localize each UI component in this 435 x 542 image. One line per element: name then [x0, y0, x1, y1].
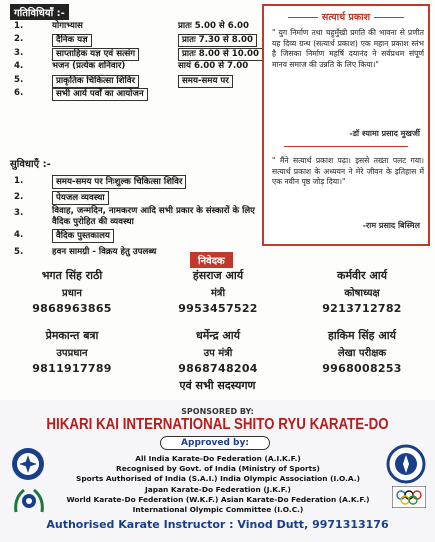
satyarth-prakash-box — [262, 4, 430, 246]
officer-card — [2, 268, 142, 315]
facility-number: 1. — [14, 176, 24, 186]
organization-line: International Olympic Committee (I.O.C.) — [132, 505, 304, 514]
organization-line: Sports Authorised of India (S.A.I.) India Olympic Association (I.O.A.) — [76, 474, 360, 484]
activity-row — [10, 74, 256, 87]
officer-name: हाकिम सिंह आर्य — [328, 329, 396, 342]
officer-card — [148, 268, 288, 315]
facility-number: 2. — [14, 192, 24, 203]
officer-card — [292, 328, 432, 375]
facility-number: 5. — [14, 246, 24, 257]
facilities-list — [10, 158, 256, 261]
officer-phone: 9868748204 — [178, 362, 258, 375]
officer-card — [148, 328, 288, 375]
olympic-rings-icon — [392, 486, 426, 508]
officer-post: लेखा परीक्षक — [337, 348, 387, 359]
approved-by-badge: Approved by: — [160, 436, 270, 450]
activity-label: प्राकृतिक चिकित्सा शिविर — [52, 75, 139, 88]
officer-name: हंसराज आर्य — [192, 269, 244, 282]
facility-label: विवाह, जन्मदिन, नामकरण आदि सभी प्रकार के संस्कारों के लिए वैदिक पुरोहित की व्यवस्था — [52, 206, 255, 228]
officer-name: कर्मवीर आर्य — [337, 269, 387, 282]
quote-mukherjee: " युग निर्माण तथा चहुमुँखी प्रगति की भावना से प्रणीत यह दिव्य ग्रन्थ (सत्यार्थ प्रकाश) एक महान प्रकाश स्तंभ है जिसका निर्माण महर्षि दयानंद ने सर्वप्रथम संपूर्ण मानव समाज की उन्नति के लिए किया।" — [272, 28, 424, 69]
activity-time: सायं 6.00 से 7.00 — [178, 61, 249, 72]
officer-post: उपप्रधान — [56, 348, 88, 359]
facility-row — [10, 174, 256, 190]
facility-label: पेयजल व्यवस्था — [52, 191, 109, 205]
quote-divider — [284, 146, 408, 147]
activity-time: प्रातः 8.00 से 10.00 — [178, 48, 263, 61]
quote-bismil: " मैंने सत्यार्थ प्रकाश पढ़ा। इससे तख्ता पलट गया। सत्यार्थ प्रकाश के अध्ययन ने मेरे जीवन के इतिहास में एक नवीन पृष्ठ जोड़ दिया।" — [272, 156, 424, 187]
officer-name: भगत सिंह राठी — [41, 269, 103, 282]
activity-number: 1. — [14, 21, 24, 31]
organization-line: All India Karate-Do Federation (A.I.K.F.) — [135, 454, 301, 463]
organization-line: Japan Karate-Do Federation (J.K.F.) — [145, 484, 291, 494]
facility-label: वैदिक पुस्तकालय — [52, 229, 114, 243]
sponsored-by-label: SPONSORED BY: — [181, 407, 254, 416]
facility-number: 4. — [14, 230, 24, 241]
organization-line: Recognised by Govt. of India (Ministry of Sports) — [116, 464, 320, 474]
facility-number: 3. — [14, 208, 24, 219]
activity-time: समय-समय पर — [178, 75, 233, 88]
activity-number: 5. — [14, 74, 24, 85]
facility-row — [10, 206, 256, 228]
officer-post: उप मंत्री — [203, 348, 233, 359]
officer-card — [292, 268, 432, 315]
officer-phone: 9868963865 — [32, 302, 112, 315]
officer-phone: 9968008253 — [322, 362, 402, 375]
heading-rule-right — [374, 17, 404, 18]
facilities-title: सुविधाएँ :- — [10, 159, 51, 170]
officer-name: प्रेमकान्त बत्रा — [45, 329, 99, 342]
activity-time: प्रातः 5.00 से 6.00 — [178, 21, 249, 31]
nivedak-title: निवेदक — [190, 252, 233, 268]
officer-name: धर्मेन्द्र आर्य — [195, 329, 241, 342]
attribution-bismil: -राम प्रसाद बिस्मिल — [362, 221, 420, 230]
activity-label: सभी आर्य पर्वों का आयोजन — [52, 88, 148, 101]
activity-row — [10, 20, 256, 33]
activity-row — [10, 87, 256, 100]
activity-row — [10, 60, 256, 73]
officer-post: प्रधान — [62, 288, 82, 299]
activities-title: गतिविधियाँ :- — [10, 4, 69, 20]
officer-post: मंत्री — [210, 288, 226, 299]
activity-label: भजन (प्रत्येक शनिवार) — [52, 61, 126, 72]
officer-phone: 9811917789 — [32, 362, 112, 375]
activity-time: प्रातः 7.30 से 8.00 — [178, 34, 257, 47]
activity-label: योगाभ्यास — [52, 21, 83, 31]
facility-label: समय-समय पर निःशुल्क चिकित्सा शिविर — [52, 175, 186, 189]
activity-label: दैनिक यज्ञ — [52, 34, 92, 47]
officer-post: कोषाध्यक्ष — [344, 288, 380, 299]
sponsor-name: HIKARI KAI INTERNATIONAL SHITO RYU KARATE-DO — [46, 416, 389, 433]
activity-number: 2. — [14, 34, 24, 45]
facility-row — [10, 190, 256, 206]
officer-phone: 9213712782 — [322, 302, 402, 315]
organization-line: World Karate-Do Federation (W.K.F.) Asian Karate-Do Federation (A.K.F.) — [66, 494, 370, 504]
facility-label: हवन सामग्री - विक्रय हेतु उपलब्ध — [52, 246, 157, 257]
activities-list — [10, 20, 259, 100]
wreath-emblem-icon — [12, 486, 46, 516]
activity-number: 3. — [14, 47, 24, 58]
activity-number: 6. — [14, 87, 24, 98]
facility-row — [10, 228, 256, 244]
heading-rule-left — [288, 17, 318, 18]
all-members-line: एवं सभी सदस्यगण — [179, 379, 256, 392]
officer-card — [2, 328, 142, 375]
officer-phone: 9953457522 — [178, 302, 258, 315]
quote-box-heading — [264, 10, 428, 23]
federation-emblem-icon — [10, 446, 46, 482]
quote-box-heading-text: सत्यार्थ प्रकाश — [321, 12, 371, 23]
activity-number: 4. — [14, 61, 24, 72]
activity-label: साप्ताहिक यज्ञ एवं सत्संग — [52, 48, 139, 61]
instructor-line: Authorised Karate Instructor : Vinod Dutt, 9971313176 — [46, 518, 389, 531]
wkf-emblem-icon — [386, 444, 426, 484]
activity-row — [10, 33, 256, 46]
attribution-mukherjee: -डॉ श्यामा प्रसाद मुखर्जी — [349, 129, 420, 138]
activity-row — [10, 47, 259, 60]
